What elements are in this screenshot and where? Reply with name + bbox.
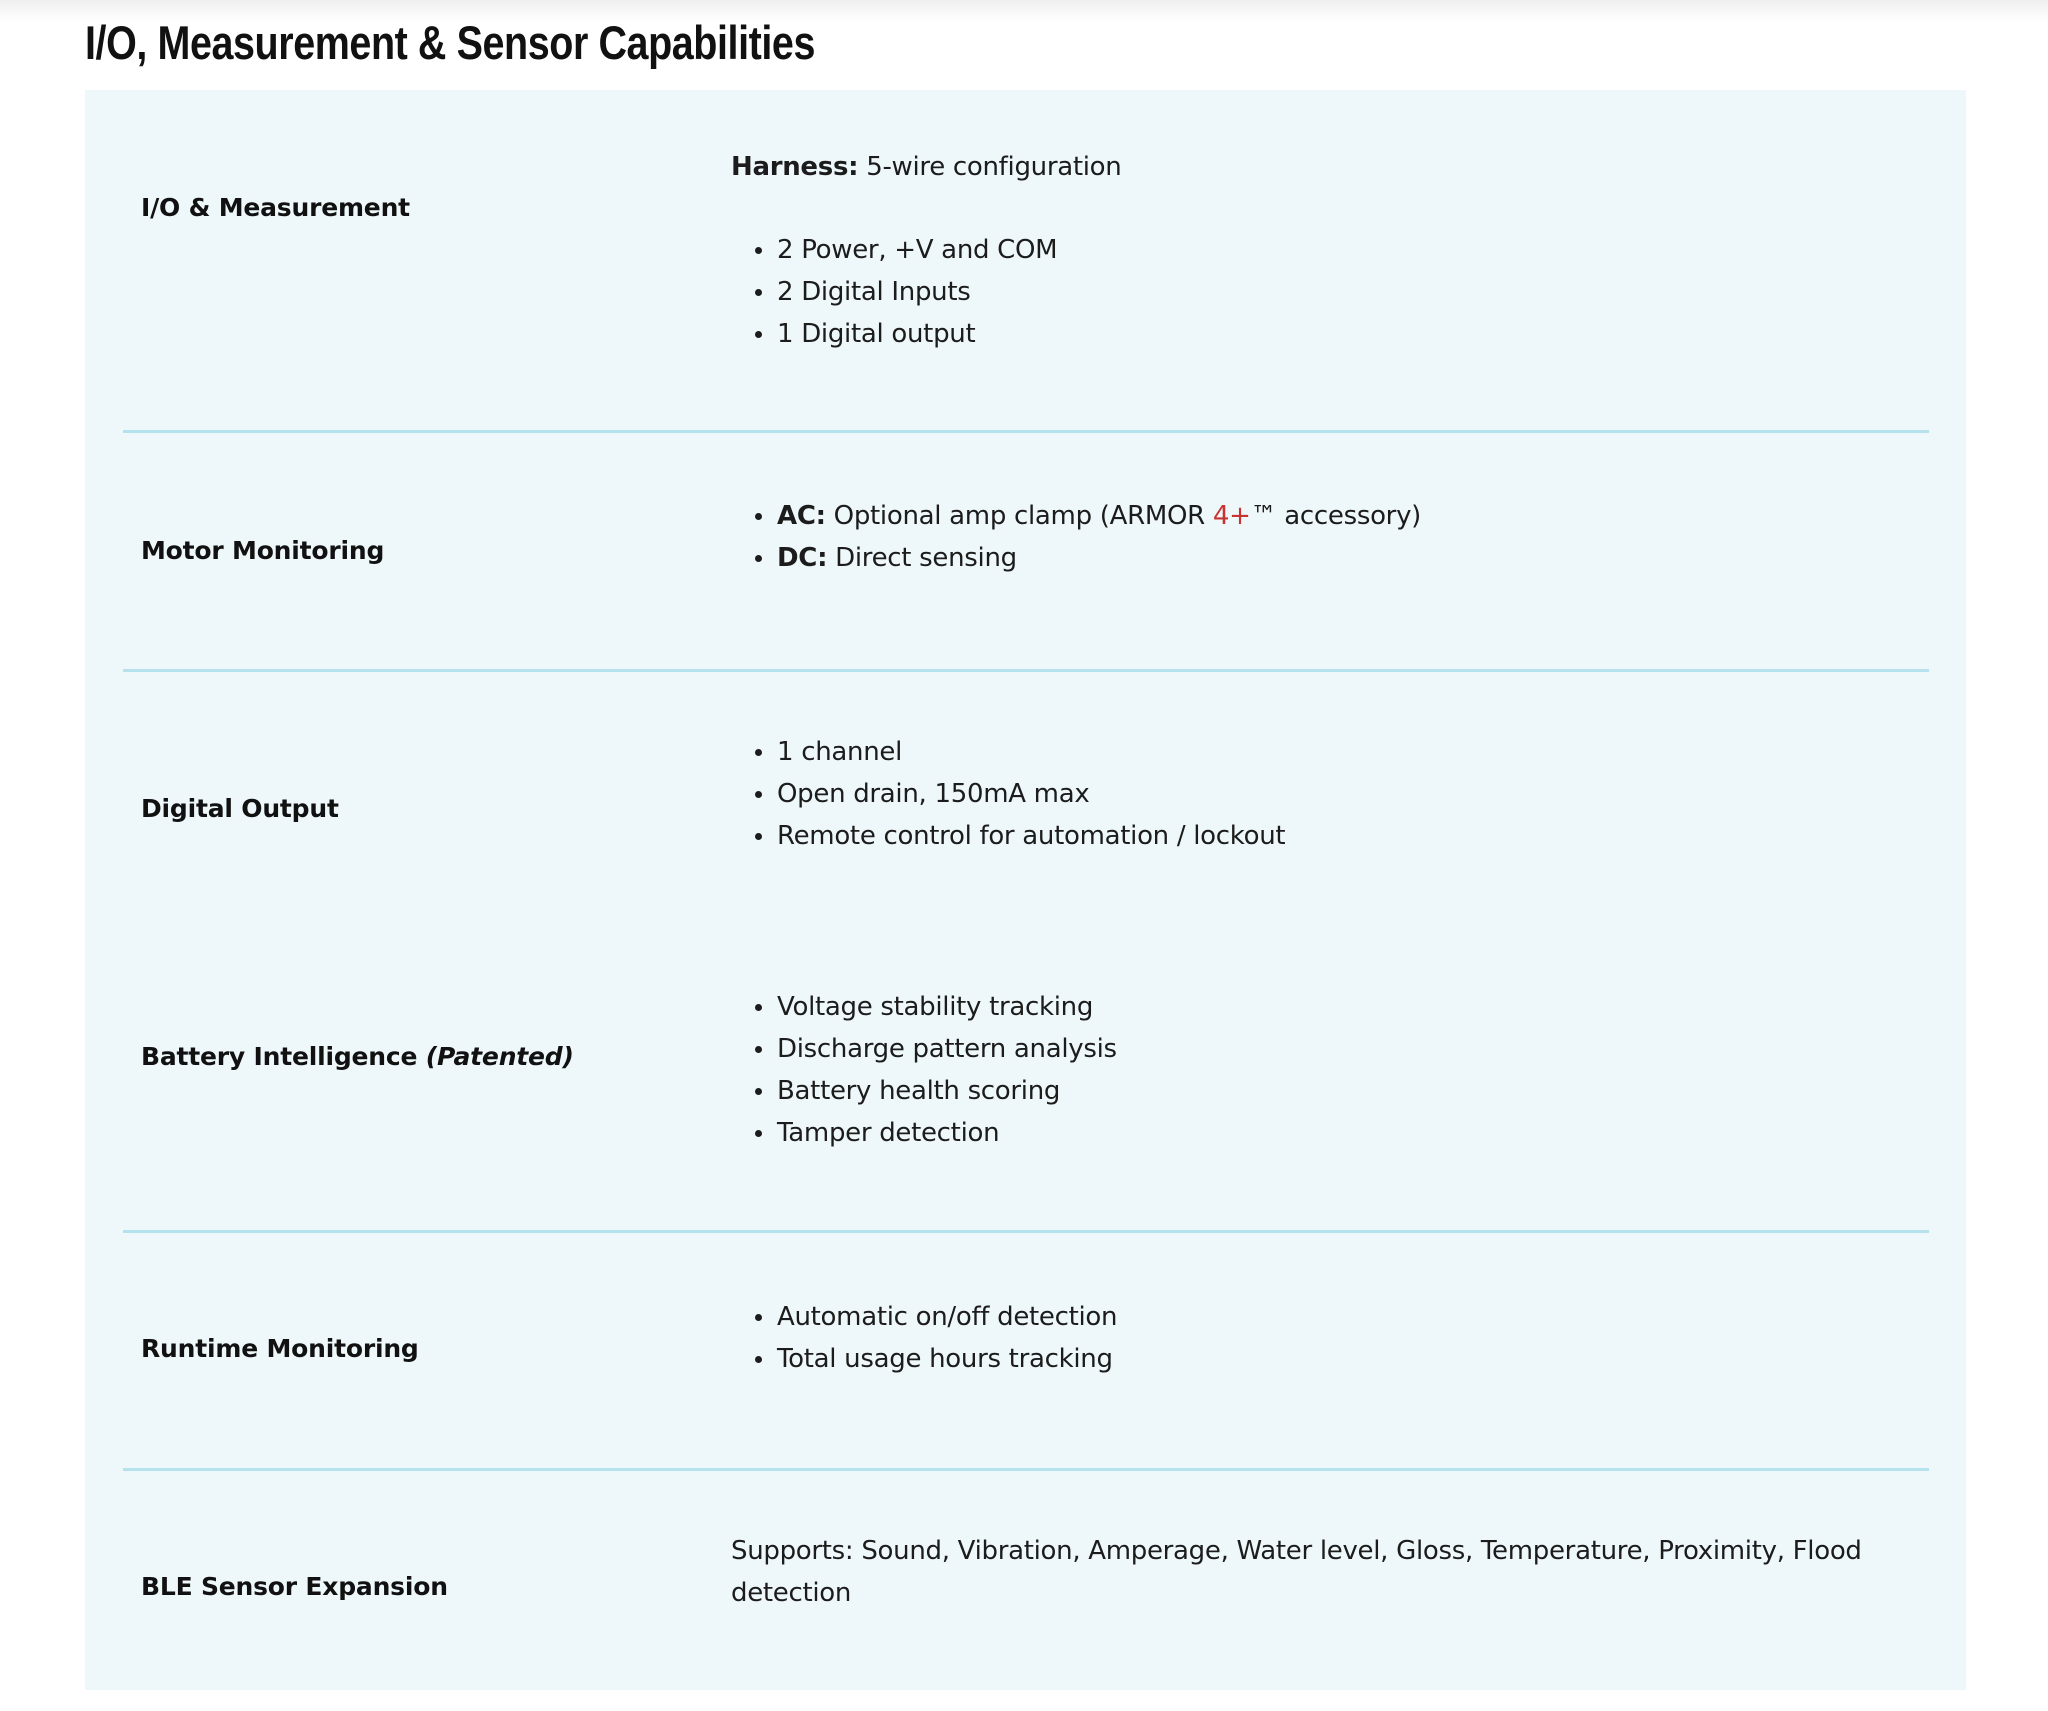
digital-output-list xyxy=(731,731,1285,857)
harness-line xyxy=(731,146,1121,188)
row-value xyxy=(731,146,1121,355)
list-item: Voltage stability tracking xyxy=(731,986,1117,1028)
list-item: 2 Digital Inputs xyxy=(731,271,1121,313)
ac-text: Optional amp clamp (ARMOR xyxy=(825,501,1213,531)
harness-label: Harness: xyxy=(731,152,859,182)
spec-row-battery-intelligence xyxy=(85,920,1966,1239)
dc-prefix: DC: xyxy=(777,543,828,573)
list-item: Total usage hours tracking xyxy=(731,1338,1117,1380)
list-item: Tamper detection xyxy=(731,1112,1117,1154)
list-item: Battery health scoring xyxy=(731,1070,1117,1112)
spec-row-io-measurement xyxy=(85,90,1966,433)
list-item: Discharge pattern analysis xyxy=(731,1028,1117,1070)
patented-note: (Patented) xyxy=(425,1042,574,1071)
battery-label: Battery Intelligence xyxy=(141,1042,418,1071)
ac-text-end: ™ accessory) xyxy=(1250,501,1421,531)
row-value xyxy=(731,1530,1911,1614)
list-item: Open drain, 150mA max xyxy=(731,773,1285,815)
list-item: 1 channel xyxy=(731,731,1285,773)
armor-version-highlight: 4+ xyxy=(1212,501,1251,531)
row-label: I/O & Measurement xyxy=(141,193,410,222)
row-label: Motor Monitoring xyxy=(141,536,385,565)
row-label: Digital Output xyxy=(141,794,339,823)
list-item-dc xyxy=(731,537,1421,579)
ac-prefix: AC: xyxy=(777,501,826,531)
list-item: 1 Digital output xyxy=(731,313,1121,355)
harness-text: 5-wire configuration xyxy=(858,152,1122,182)
row-value xyxy=(731,495,1421,579)
spec-row-motor-monitoring xyxy=(85,433,1966,671)
page-title: I/O, Measurement & Sensor Capabilities xyxy=(85,16,815,69)
row-value xyxy=(731,986,1117,1154)
dc-text: Direct sensing xyxy=(827,543,1017,573)
motor-list xyxy=(731,495,1421,579)
battery-list xyxy=(731,986,1117,1154)
row-label xyxy=(141,1040,574,1074)
spec-row-digital-output xyxy=(85,672,1966,922)
runtime-list xyxy=(731,1296,1117,1380)
io-list xyxy=(731,229,1121,355)
list-item-ac xyxy=(731,495,1421,537)
list-item: Remote control for automation / lockout xyxy=(731,815,1285,857)
spec-row-ble-sensor-expansion xyxy=(85,1471,1966,1690)
row-value xyxy=(731,731,1285,857)
list-item: Automatic on/off detection xyxy=(731,1296,1117,1338)
ble-supported-sensors: Supports: Sound, Vibration, Amperage, Water level, Gloss, Temperature, Proximity, Flood detection xyxy=(731,1536,1862,1608)
row-label: BLE Sensor Expansion xyxy=(141,1572,448,1601)
spec-table xyxy=(85,90,1966,1690)
list-item: 2 Power, +V and COM xyxy=(731,229,1121,271)
row-value xyxy=(731,1296,1117,1380)
row-label: Runtime Monitoring xyxy=(141,1334,419,1363)
spec-row-runtime-monitoring xyxy=(85,1233,1966,1471)
